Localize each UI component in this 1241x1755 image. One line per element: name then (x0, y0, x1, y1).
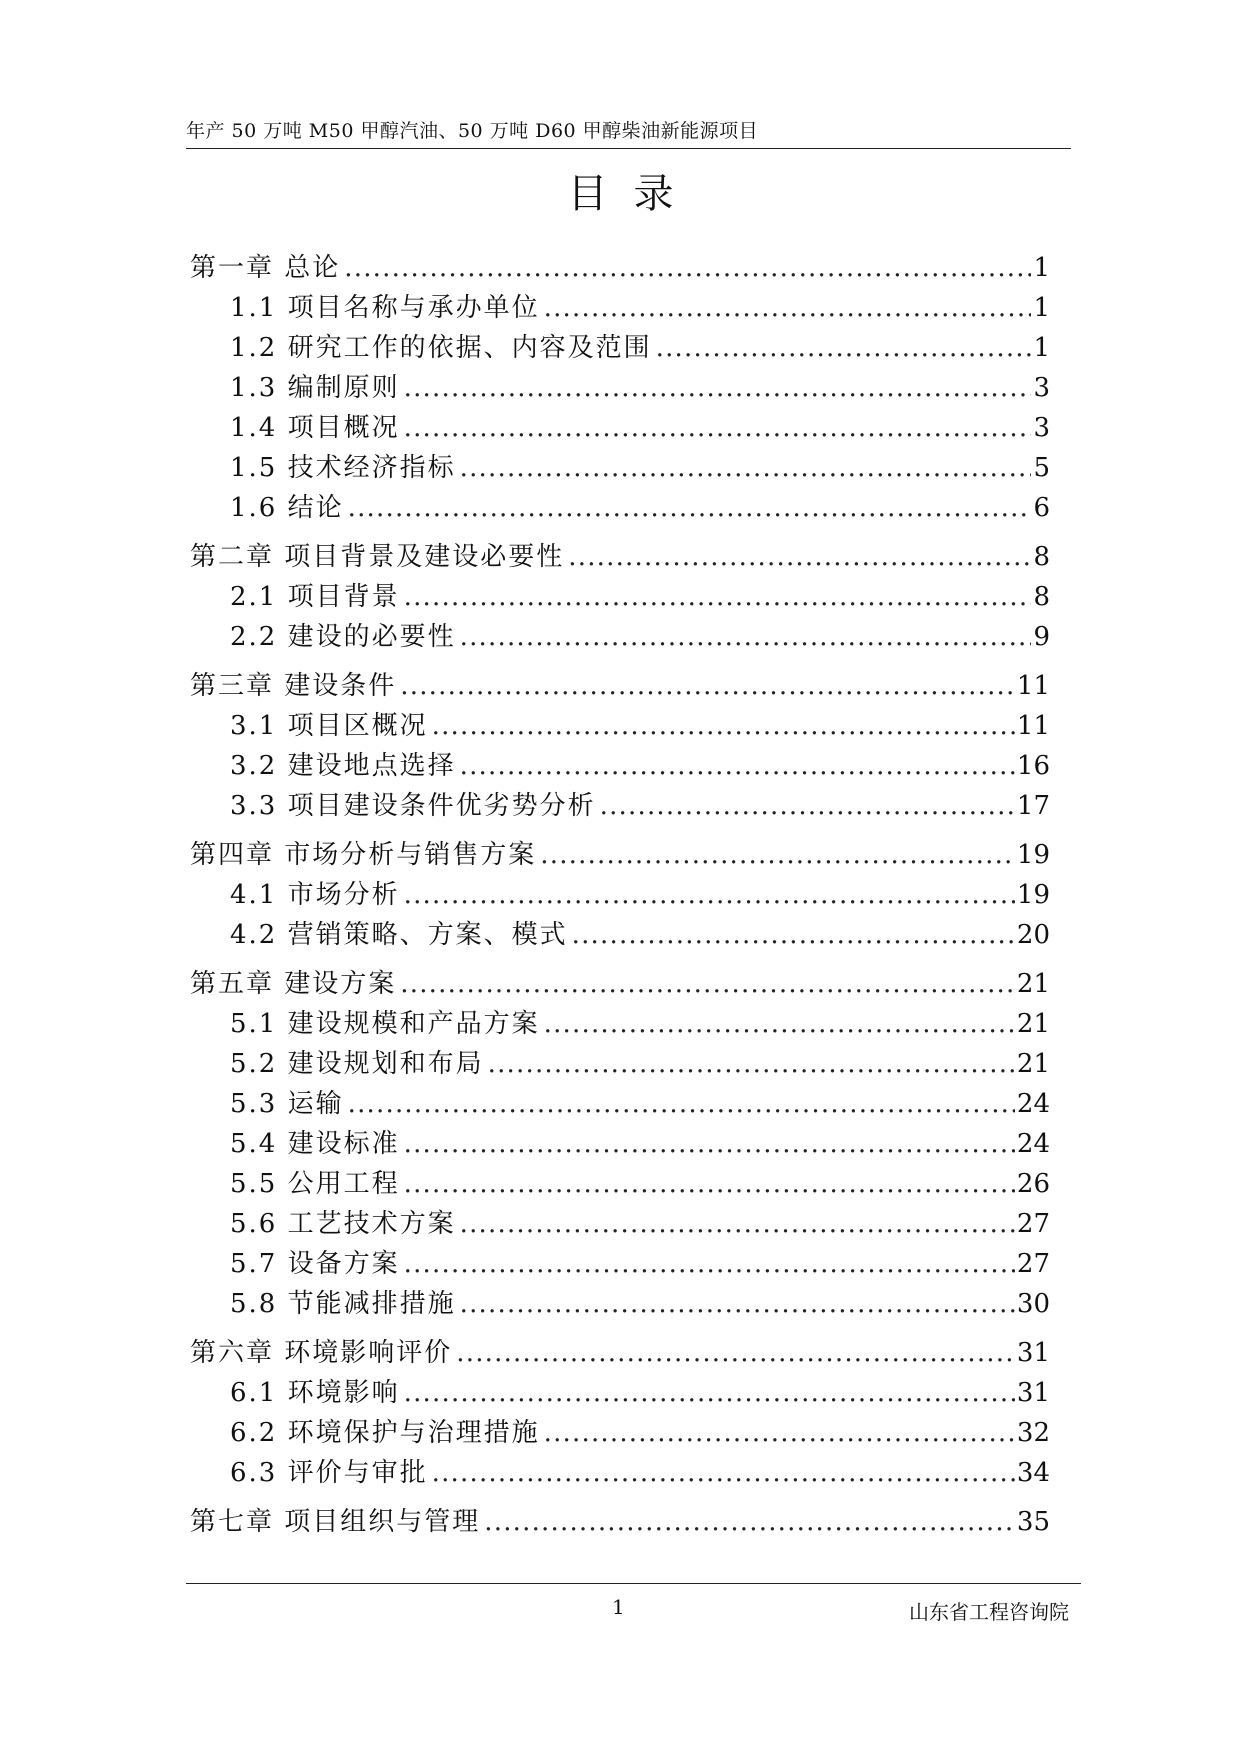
running-header: 年产 50 万吨 M50 甲醇汽油、50 万吨 D60 甲醇柴油新能源项目 (186, 120, 759, 142)
toc-entry-title: 5.8 节能减排措施 (230, 1289, 456, 1319)
toc-entry-page: 24 (1016, 1129, 1050, 1159)
toc-entry-page: 26 (1016, 1169, 1050, 1199)
toc-entry-page: 1 (1033, 293, 1050, 323)
toc-dot-leader (488, 1044, 1015, 1084)
toc-dot-leader (400, 666, 1015, 706)
toc-dot-leader (656, 328, 1032, 368)
toc-dot-leader (404, 1124, 1015, 1164)
toc-section-entry[interactable] (190, 1244, 1050, 1284)
toc-entry-title: 5.6 工艺技术方案 (230, 1209, 456, 1239)
toc-dot-leader (540, 835, 1015, 875)
toc-entry-page: 21 (1016, 1009, 1050, 1039)
toc-entry-title: 6.3 评价与审批 (230, 1458, 428, 1488)
toc-entry-title: 3.1 项目区概况 (230, 711, 428, 741)
toc-dot-leader (460, 448, 1032, 488)
toc-dot-leader (404, 368, 1032, 408)
toc-dot-leader (404, 1164, 1015, 1204)
toc-dot-leader (348, 488, 1032, 528)
toc-section-entry[interactable] (190, 328, 1050, 368)
toc-title: 目录 (567, 171, 700, 217)
toc-dot-leader (544, 1413, 1015, 1453)
toc-entry-title: 2.2 建设的必要性 (230, 622, 456, 652)
toc-entry-title: 1.1 项目名称与承办单位 (230, 293, 540, 323)
toc-dot-leader (484, 1502, 1015, 1542)
toc-entry-page: 1 (1033, 253, 1050, 283)
toc-entry-title: 4.1 市场分析 (230, 880, 400, 910)
toc-dot-leader (344, 248, 1031, 288)
toc-section-entry[interactable] (190, 1284, 1050, 1324)
toc-entry-page: 34 (1016, 1458, 1050, 1488)
toc-section-entry[interactable] (190, 488, 1050, 528)
toc-entry-title: 5.1 建设规模和产品方案 (230, 1009, 540, 1039)
toc-dot-leader (460, 1284, 1015, 1324)
toc-chapter-entry[interactable] (190, 248, 1050, 288)
toc-dot-leader (460, 1204, 1015, 1244)
header-rule (186, 148, 1071, 149)
table-of-contents (190, 248, 1050, 1542)
toc-entry-page: 11 (1016, 671, 1050, 701)
toc-entry-page: 31 (1016, 1338, 1050, 1368)
toc-section-entry[interactable] (190, 1413, 1050, 1453)
toc-entry-page: 21 (1016, 1049, 1050, 1079)
toc-section-entry[interactable] (190, 408, 1050, 448)
toc-entry-title: 2.1 项目背景 (230, 582, 400, 612)
toc-chapter-entry[interactable] (190, 537, 1050, 577)
toc-dot-leader (460, 617, 1032, 657)
toc-entry-title: 第五章 建设方案 (190, 969, 397, 999)
toc-entry-title: 1.2 研究工作的依据、内容及范围 (230, 333, 652, 363)
toc-entry-page: 6 (1033, 493, 1050, 523)
toc-entry-title: 5.3 运输 (230, 1089, 344, 1119)
toc-entry-page: 21 (1016, 969, 1050, 999)
toc-entry-page: 27 (1016, 1209, 1050, 1239)
toc-entry-title: 5.5 公用工程 (230, 1169, 400, 1199)
toc-dot-leader (544, 1004, 1015, 1044)
toc-section-entry[interactable] (190, 706, 1050, 746)
toc-chapter-entry[interactable] (190, 835, 1050, 875)
toc-section-entry[interactable] (190, 1124, 1050, 1164)
toc-dot-leader (404, 408, 1032, 448)
toc-entry-title: 1.4 项目概况 (230, 413, 400, 443)
toc-dot-leader (404, 875, 1015, 915)
toc-entry-title: 1.5 技术经济指标 (230, 453, 456, 483)
toc-entry-page: 24 (1016, 1089, 1050, 1119)
toc-section-entry[interactable] (190, 1204, 1050, 1244)
toc-section-entry[interactable] (190, 1453, 1050, 1493)
toc-entry-page: 11 (1016, 711, 1050, 741)
toc-entry-title: 第四章 市场分析与销售方案 (190, 840, 537, 870)
toc-entry-title: 第三章 建设条件 (190, 671, 397, 701)
footer-rule (186, 1583, 1081, 1584)
toc-entry-title: 1.6 结论 (230, 493, 344, 523)
page-number: 1 (612, 1595, 625, 1619)
toc-section-entry[interactable] (190, 1044, 1050, 1084)
toc-entry-page: 27 (1016, 1249, 1050, 1279)
toc-entry-page: 17 (1016, 791, 1050, 821)
toc-chapter-entry[interactable] (190, 1502, 1050, 1542)
toc-entry-page: 20 (1016, 920, 1050, 950)
toc-entry-page: 3 (1033, 413, 1050, 443)
toc-section-entry[interactable] (190, 448, 1050, 488)
toc-chapter-entry[interactable] (190, 1333, 1050, 1373)
toc-dot-leader (544, 288, 1032, 328)
toc-entry-title: 6.1 环境影响 (230, 1378, 400, 1408)
toc-entry-page: 5 (1033, 453, 1050, 483)
toc-entry-title: 3.2 建设地点选择 (230, 751, 456, 781)
toc-section-entry[interactable] (190, 1164, 1050, 1204)
toc-entry-title: 3.3 项目建设条件优劣势分析 (230, 791, 596, 821)
toc-entry-page: 9 (1033, 622, 1050, 652)
organization-name: 山东省工程咨询院 (909, 1600, 1069, 1624)
toc-entry-page: 8 (1033, 542, 1050, 572)
toc-dot-leader (460, 746, 1015, 786)
toc-dot-leader (404, 1244, 1015, 1284)
toc-entry-title: 4.2 营销策略、方案、模式 (230, 920, 568, 950)
toc-section-entry[interactable] (190, 786, 1050, 826)
toc-entry-page: 8 (1033, 582, 1050, 612)
toc-dot-leader (404, 577, 1032, 617)
toc-dot-leader (400, 964, 1015, 1004)
toc-dot-leader (572, 915, 1015, 955)
toc-section-entry[interactable] (190, 746, 1050, 786)
toc-entry-title: 5.2 建设规划和布局 (230, 1049, 484, 1079)
toc-entry-title: 6.2 环境保护与治理措施 (230, 1418, 540, 1448)
toc-entry-title: 1.3 编制原则 (230, 373, 400, 403)
toc-dot-leader (432, 706, 1015, 746)
toc-section-entry[interactable] (190, 288, 1050, 328)
toc-dot-leader (348, 1084, 1015, 1124)
toc-section-entry[interactable] (190, 915, 1050, 955)
toc-entry-title: 第二章 项目背景及建设必要性 (190, 542, 565, 572)
toc-section-entry[interactable] (190, 1373, 1050, 1413)
toc-entry-title: 第一章 总论 (190, 253, 341, 283)
toc-section-entry[interactable] (190, 368, 1050, 408)
toc-entry-title: 第七章 项目组织与管理 (190, 1507, 481, 1537)
toc-entry-page: 1 (1033, 333, 1050, 363)
toc-dot-leader (568, 537, 1031, 577)
toc-entry-title: 5.4 建设标准 (230, 1129, 400, 1159)
toc-section-entry[interactable] (190, 875, 1050, 915)
toc-entry-title: 5.7 设备方案 (230, 1249, 400, 1279)
toc-entry-page: 19 (1016, 840, 1050, 870)
toc-section-entry[interactable] (190, 617, 1050, 657)
toc-entry-page: 30 (1016, 1289, 1050, 1319)
toc-entry-page: 35 (1016, 1507, 1050, 1537)
toc-entry-title: 第六章 环境影响评价 (190, 1338, 453, 1368)
toc-entry-page: 19 (1016, 880, 1050, 910)
toc-dot-leader (432, 1453, 1015, 1493)
toc-dot-leader (600, 786, 1015, 826)
toc-dot-leader (404, 1373, 1015, 1413)
toc-section-entry[interactable] (190, 577, 1050, 617)
toc-entry-page: 3 (1033, 373, 1050, 403)
toc-dot-leader (456, 1333, 1015, 1373)
toc-entry-page: 32 (1016, 1418, 1050, 1448)
toc-section-entry[interactable] (190, 1084, 1050, 1124)
toc-entry-page: 16 (1016, 751, 1050, 781)
toc-entry-page: 31 (1016, 1378, 1050, 1408)
toc-chapter-entry[interactable] (190, 666, 1050, 706)
toc-chapter-entry[interactable] (190, 964, 1050, 1004)
toc-section-entry[interactable] (190, 1004, 1050, 1044)
